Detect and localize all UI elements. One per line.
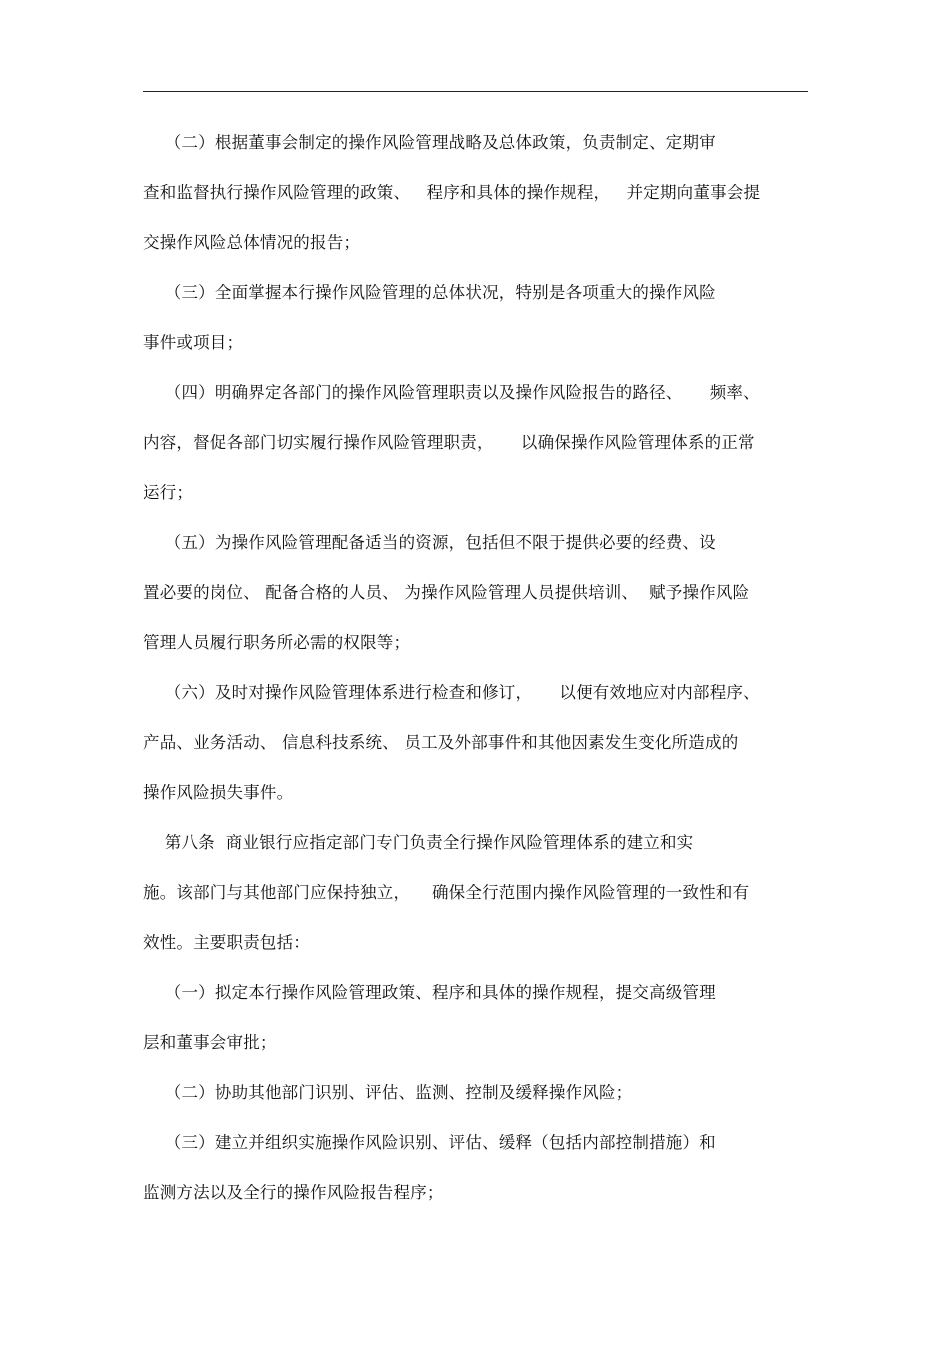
- text-line: 内容，督促各部门切实履行操作风险管理职责， 以确保操作风险管理体系的正常: [143, 433, 755, 452]
- text-line: 操作风险损失事件。: [143, 783, 294, 802]
- text-line: 管理人员履行职务所必需的权限等；: [143, 633, 411, 652]
- text-line: 事件或项目；: [143, 333, 244, 352]
- text-line: （二）协助其他部门识别、评估、监测、控制及缓释操作风险；: [143, 1083, 633, 1102]
- text-line: （五）为操作风险管理配备适当的资源，包括但不限于提供必要的经费、设: [143, 533, 716, 552]
- text-line: （二）根据董事会制定的操作风险管理战略及总体政策，负责制定、定期审: [143, 133, 716, 152]
- text-line: 查和监督执行操作风险管理的政策、 程序和具体的操作规程， 并定期向董事会提: [143, 183, 761, 202]
- text-line: （三）建立并组织实施操作风险识别、评估、缓释（包括内部控制措施）和: [143, 1133, 716, 1152]
- text-line: 施。该部门与其他部门应保持独立， 确保全行范围内操作风险管理的一致性和有: [143, 883, 750, 902]
- text-line: 层和董事会审批；: [143, 1033, 277, 1052]
- text-line: 运行；: [143, 483, 194, 502]
- text-line: 产品、业务活动、 信息科技系统、 员工及外部事件和其他因素发生变化所造成的: [143, 733, 739, 752]
- header-rule: [143, 91, 808, 92]
- text-line: （一）拟定本行操作风险管理政策、程序和具体的操作规程，提交高级管理: [143, 983, 716, 1002]
- text-line: 效性。主要职责包括：: [143, 933, 310, 952]
- text-line: 第八条 商业银行应指定部门专门负责全行操作风险管理体系的建立和实: [143, 833, 694, 852]
- text-line: 监测方法以及全行的操作风险报告程序；: [143, 1183, 444, 1202]
- text-line: （四）明确界定各部门的操作风险管理职责以及操作风险报告的路径、 频率、: [143, 383, 760, 402]
- text-line: （三）全面掌握本行操作风险管理的总体状况，特别是各项重大的操作风险: [143, 283, 716, 302]
- text-line: 置必要的岗位、 配备合格的人员、 为操作风险管理人员提供培训、 赋予操作风险: [143, 583, 750, 602]
- text-line: 交操作风险总体情况的报告；: [143, 233, 361, 252]
- text-line: （六）及时对操作风险管理体系进行检查和修订， 以便有效地应对内部程序、: [143, 683, 760, 702]
